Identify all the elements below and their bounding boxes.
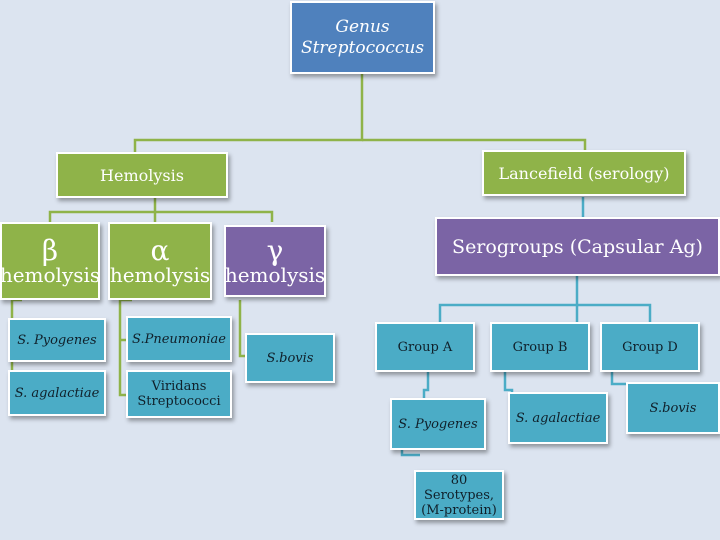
group-b-example bbox=[508, 392, 608, 444]
alpha-example-2 bbox=[126, 370, 232, 418]
gamma-symbol: γ bbox=[266, 234, 284, 267]
lancefield-box bbox=[482, 150, 686, 196]
group-d-label: Group D bbox=[622, 339, 678, 355]
beta-text: hemolysis bbox=[0, 263, 101, 287]
gamma-example-1-label: S.bovis bbox=[266, 350, 314, 366]
lancefield-label: Lancefield (serology) bbox=[498, 163, 670, 183]
group-a-example-label: S. Pyogenes bbox=[398, 416, 478, 432]
gamma-text: hemolysis bbox=[224, 263, 326, 287]
alpha-example-2-label: Viridans Streptococci bbox=[137, 379, 221, 409]
genus-line1: Genus bbox=[335, 16, 390, 37]
group-d-example bbox=[626, 382, 720, 434]
beta-example-1-label: S. Pyogenes bbox=[17, 332, 97, 348]
alpha-example-1-label: S.Pneumoniae bbox=[132, 331, 226, 347]
alpha-text: hemolysis bbox=[109, 263, 211, 287]
group-b-example-label: S. agalactiae bbox=[515, 410, 601, 426]
genus-line2: Streptococcus bbox=[300, 37, 425, 58]
alpha-symbol: α bbox=[150, 234, 170, 267]
beta-example-2 bbox=[8, 370, 106, 416]
serotypes-note-label: 80 Serotypes, (M-protein) bbox=[421, 472, 497, 518]
group-d-example-label: S.bovis bbox=[649, 400, 697, 416]
group-a-example bbox=[390, 398, 486, 450]
hemolysis-box bbox=[56, 152, 228, 198]
hemolysis-label: Hemolysis bbox=[100, 165, 184, 185]
serogroups-box bbox=[435, 217, 720, 276]
beta-symbol: β bbox=[41, 234, 59, 267]
beta-example-1 bbox=[8, 318, 106, 362]
alpha-example-1 bbox=[126, 316, 232, 362]
beta-example-2-label: S. agalactiae bbox=[14, 385, 100, 401]
group-b-box bbox=[490, 322, 590, 372]
beta-hemolysis-box bbox=[0, 222, 100, 300]
serotypes-note-box bbox=[414, 470, 504, 520]
alpha-hemolysis-box bbox=[108, 222, 212, 300]
gamma-hemolysis-box bbox=[224, 225, 326, 297]
group-b-label: Group B bbox=[512, 339, 568, 355]
group-a-label: Group A bbox=[397, 339, 453, 355]
group-a-box bbox=[375, 322, 475, 372]
group-d-box bbox=[600, 322, 700, 372]
serogroups-label: Serogroups (Capsular Ag) bbox=[452, 235, 703, 258]
gamma-example-1 bbox=[245, 333, 335, 383]
genus-streptococcus-box bbox=[290, 1, 435, 74]
